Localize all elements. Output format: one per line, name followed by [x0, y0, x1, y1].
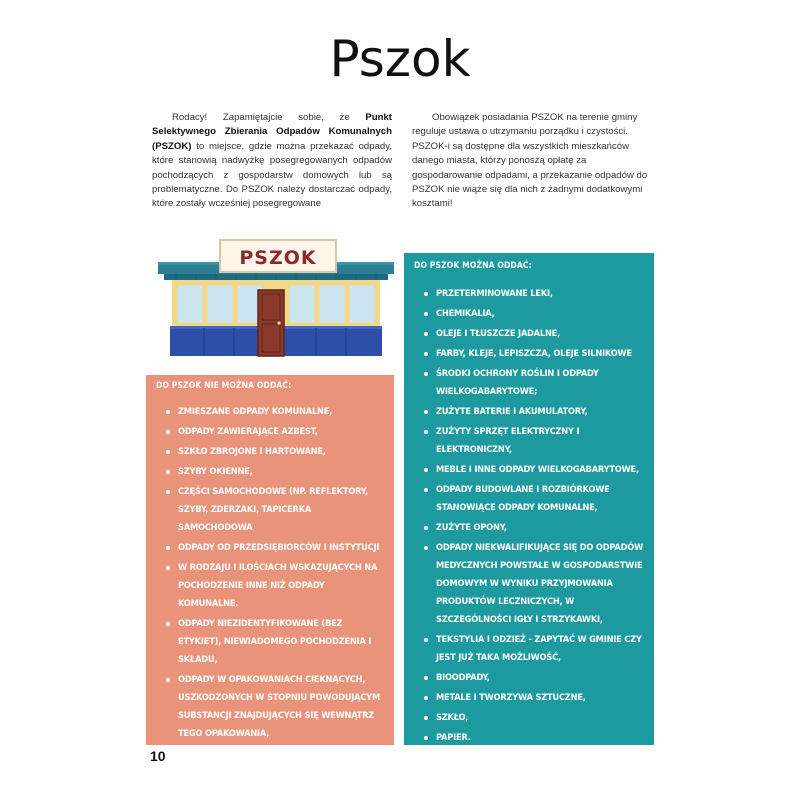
list-item: ZMIESZANE ODPADY KOMUNALNE,: [156, 403, 386, 421]
shop-sign-text: PSZOK: [239, 247, 317, 269]
page-number: 10: [150, 748, 166, 764]
list-item: PAPIER.: [414, 729, 646, 747]
list-item: W RODZAJU I ILOŚCIACH WSKAZUJĄCYCH NA POCHODZENIE INNE NIŻ ODPADY KOMUNALNE.: [156, 559, 386, 613]
list-item: MEBLE I INNE ODPADY WIELKOGABARYTOWE,: [414, 461, 646, 479]
can-deliver-box: [404, 253, 654, 745]
list-item: SZYBY OKIENNE,: [156, 463, 386, 481]
list-item: PRZETERMINOWANE LEKI,: [414, 285, 646, 303]
list-item: ODPADY NIEZIDENTYFIKOWANE (BEZ ETYKIET), NIEWIADOMEGO POCHODZENIA I SKŁADU,: [156, 615, 386, 669]
list-item: ODPADY BUDOWLANE I ROZBIÓRKOWE STANOWIĄCE ODPADY KOMUNALNE,: [414, 481, 646, 517]
intro-right-paragraph: [412, 111, 652, 212]
list-item: ODPADY NIEKWALIFIKUJĄCE SIĘ DO ODPADÓW MEDYCZNYCH POWSTAŁE W GOSPODARSTWIE DOMOWYM W WYNIKU PRZYJMOWANIA PRODUKTÓW LECZNICZYCH, W SZCZEGÓLNOŚCI IGŁY I STRZYKAWKI,: [414, 539, 646, 629]
list-item: CZĘŚCI SAMOCHODOWE (NP. REFLEKTORY, SZYBY, ZDERZAKI, TAPICERKA SAMOCHODOWA: [156, 483, 386, 537]
list-item: CHEMIKALIA,: [414, 305, 646, 323]
shop-building-icon: [156, 238, 396, 360]
cannot-deliver-title: DO PSZOK NIE MOŻNA ODDAĆ:: [156, 381, 292, 391]
list-item: ODPADY W OPAKOWANIACH CIEKNĄCYCH, USZKODZONYCH W STOPNIU POWODUJĄCYM SUBSTANCJI ZNAJDUJĄCYCH SIĘ WEWNĄTRZ TEGO OPAKOWANIA,: [156, 671, 386, 743]
list-item: BIOODPADY,: [414, 669, 646, 687]
list-item: ODPADY OD PRZEDSIĘBIORCÓW I INSTYTUCJI: [156, 539, 386, 557]
list-item: ŚRODKI OCHRONY ROŚLIN I ODPADY WIELKOGABARYTOWE;: [414, 365, 646, 401]
page-title: Pszok: [329, 30, 471, 88]
list-item: ODPADY ZAWIERAJĄCE AZBEST,: [156, 423, 386, 441]
can-deliver-title: DO PSZOK MOŻNA ODDAĆ:: [414, 261, 532, 271]
intro-left-part2: to miejsce, gdzie można przekazać odpady, które stanowią nadwyżkę posegregowanych odpadów pochodzących z gospodarstw domowych lub są problematyczne. Do PSZOK należy dostarczać odpady, które zostały wcześniej posegregowane: [152, 140, 392, 210]
list-item: ZUŻYTY SPRZĘT ELEKTRYCZNY I ELEKTRONICZNY,: [414, 423, 646, 459]
intro-left-part1: Rodacy! Zapamiętajcie sobie, że: [172, 112, 366, 123]
intro-left-paragraph: [152, 111, 392, 212]
intro-left-bold: Punkt Selektywnego Zbierania Odpadów Komunalnych (PSZOK): [152, 112, 392, 152]
list-item: FARBY, KLEJE, LEPISZCZA, OLEJE SILNIKOWE: [414, 345, 646, 363]
list-item: ZUŻYTE BATERIE I AKUMULATORY,: [414, 403, 646, 421]
list-item: SZKŁO,: [414, 709, 646, 727]
list-item: SZKŁO ZBROJONE I HARTOWANE,: [156, 443, 386, 461]
list-item: OLEJE I TŁUSZCZE JADALNE,: [414, 325, 646, 343]
can-deliver-list: [414, 285, 646, 747]
list-item: ZUŻYTE OPONY,: [414, 519, 646, 537]
intro-right-text: Obowiązek posiadania PSZOK na terenie gminy reguluje ustawa o utrzymaniu porządku i czystości. PSZOK-i są dostępne dla wszystkich mieszkańców danego miasta, którzy ponoszą opłatę za gospodarowanie odpadami, a przekazanie odpadów do PSZOK nie wiąże się dla nich z żadnymi dodatkowymi kosztami!: [412, 112, 648, 210]
cannot-deliver-list: [156, 403, 386, 800]
list-item: TEKSTYLIA I ODZIEŻ - ZAPYTAĆ W GMINIE CZY JEST JUŻ TAKA MOŻLIWOŚĆ,: [414, 631, 646, 667]
list-item: METALE I TWORZYWA SZTUCZNE,: [414, 689, 646, 707]
list-item: ODPADY POPRODUKCYJNE,: [156, 745, 386, 763]
list-item: OPONY Z POJAZDÓW CIĘŻAROWYCH, TRYCZNE-GO I ELEKTRONICZNEGO).: [156, 765, 386, 800]
